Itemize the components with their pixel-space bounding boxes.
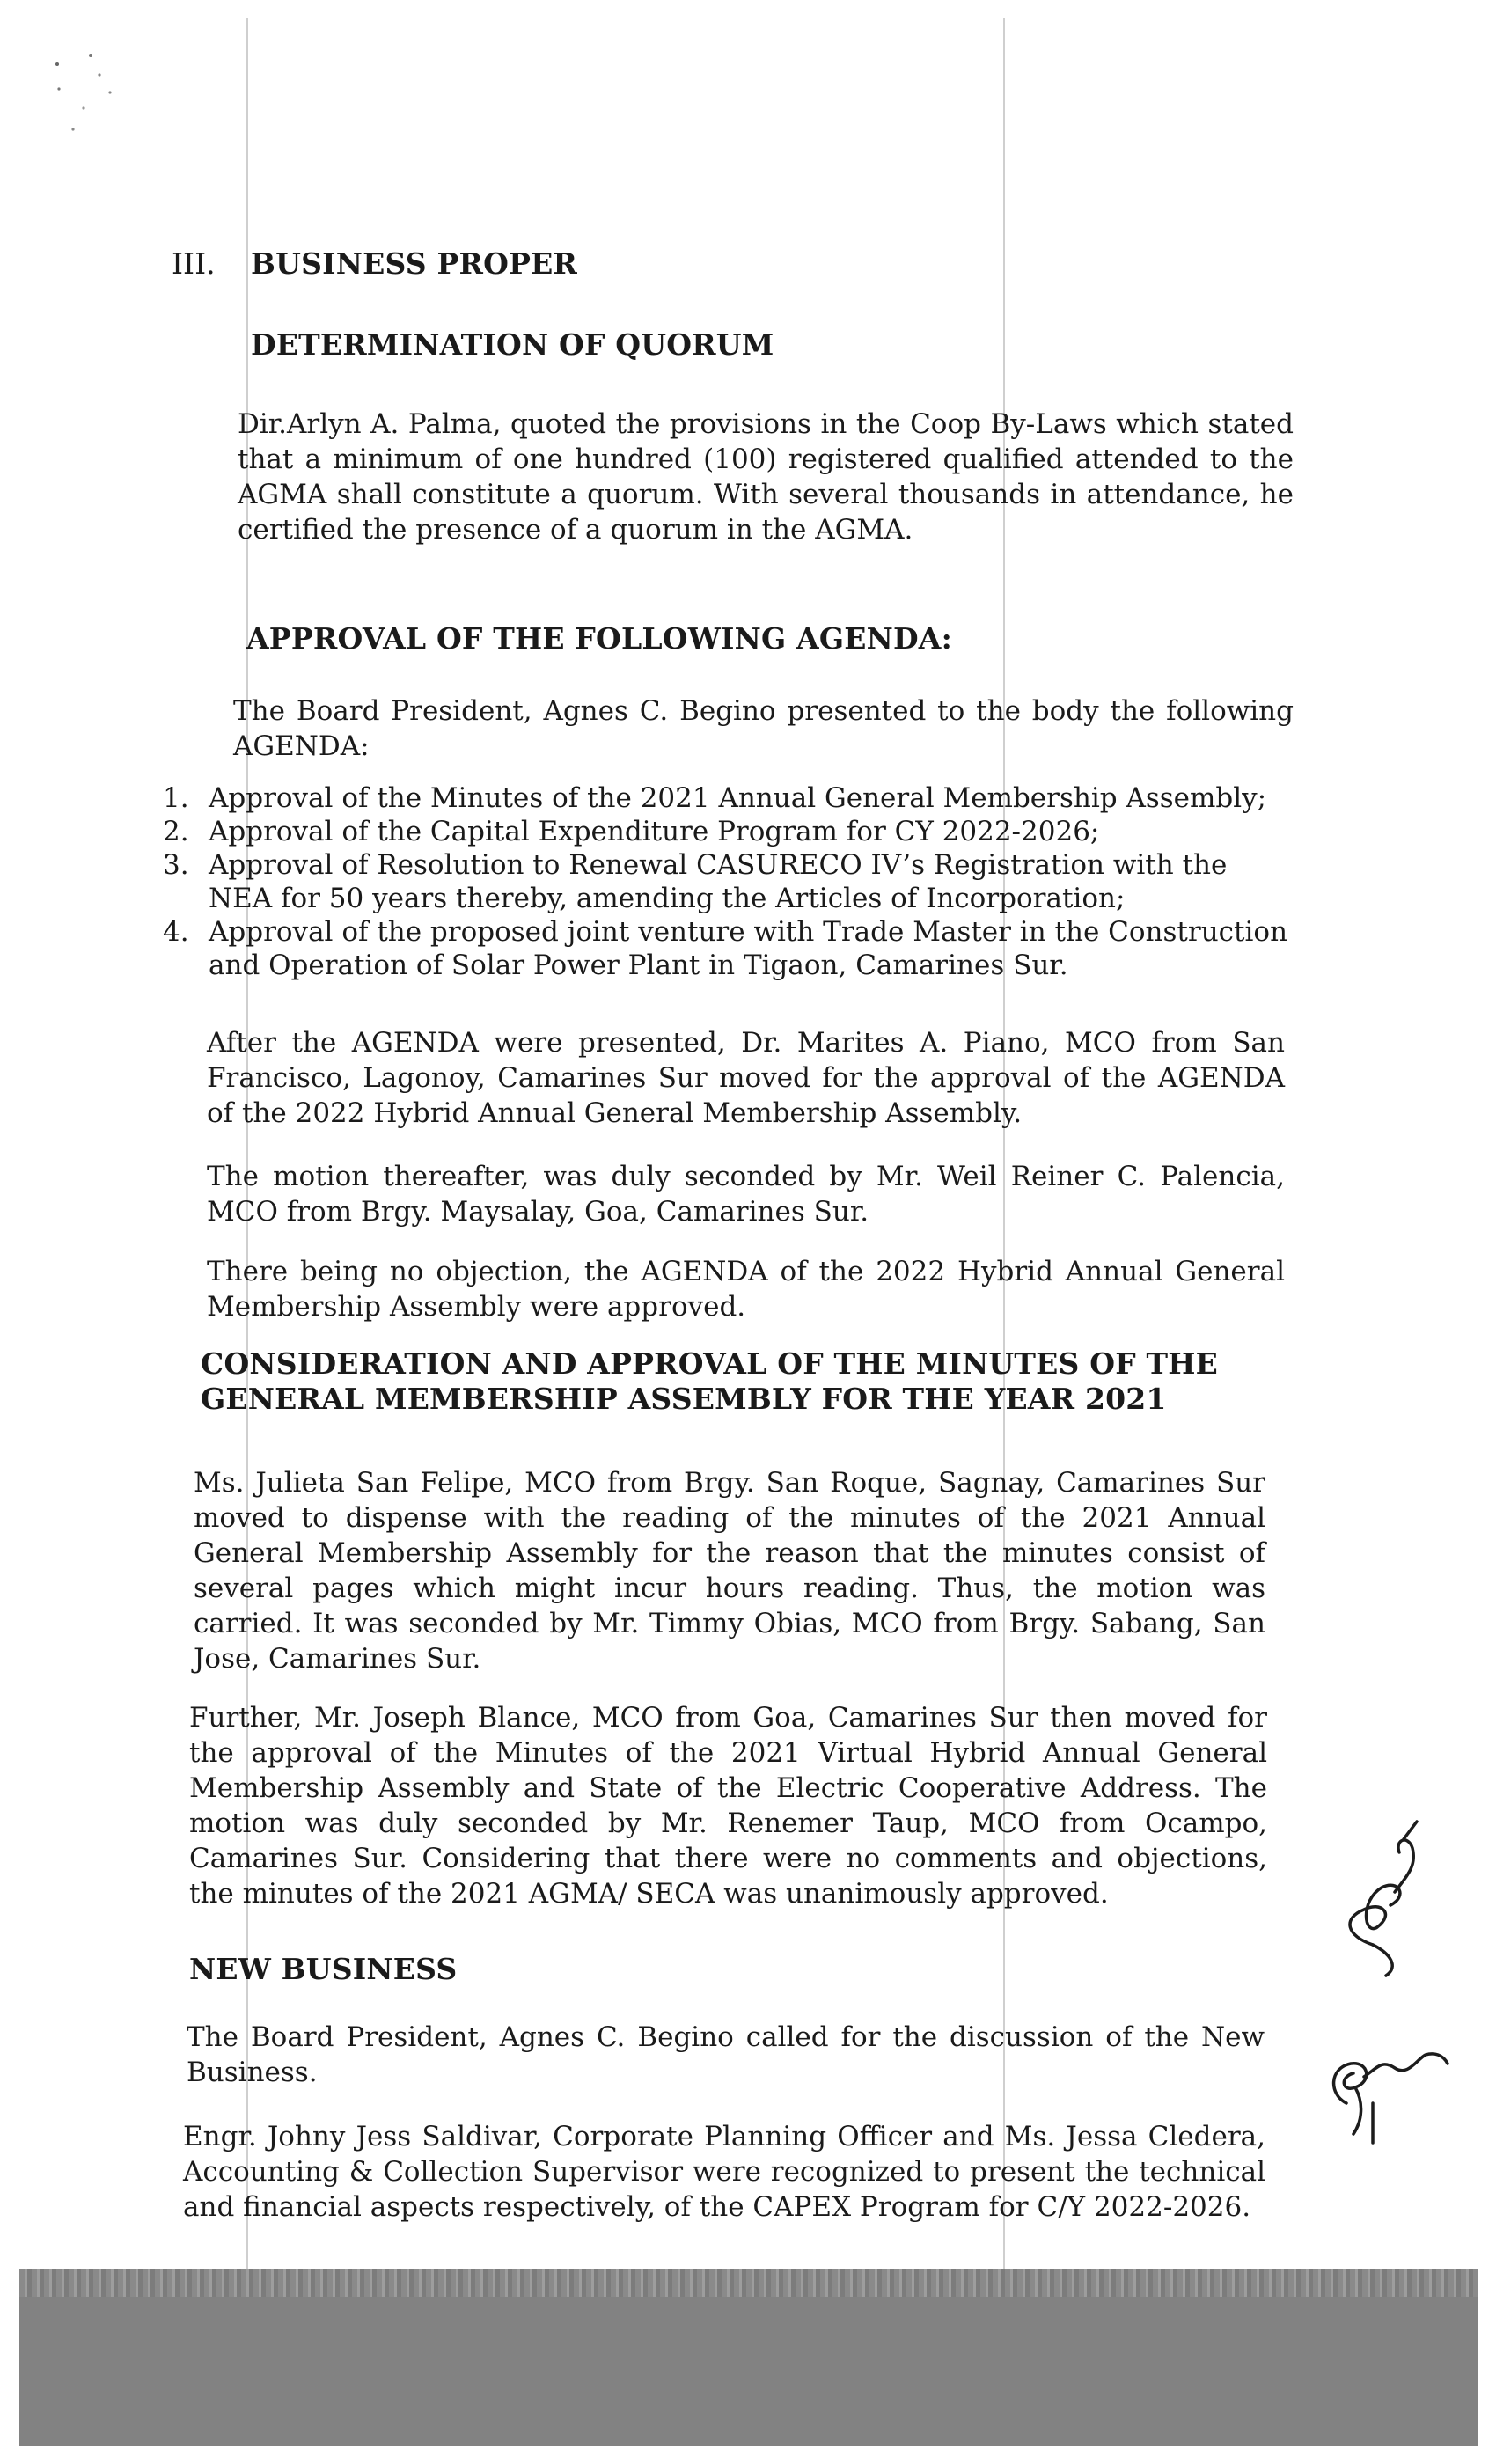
new-business-intro: The Board President, Agnes C. Begino called for the discussion of the New Business. — [187, 2021, 1265, 2088]
agenda-item-number: 1. — [163, 782, 189, 814]
agenda-heading: APPROVAL OF THE FOLLOWING AGENDA: — [246, 621, 952, 656]
agenda-item-text: Approval of the Capital Expenditure Program for CY 2022-2026; — [209, 816, 1100, 847]
scan-shadow-strip — [19, 2269, 1478, 2297]
scan-fold-line-left — [246, 18, 248, 2270]
scan-shadow-block — [19, 2297, 1478, 2446]
agenda-list — [163, 781, 1298, 982]
agenda-item-text: Approval of Resolution to Renewal CASURECO IV’s Registration with the NEA for 50 years thereby, amending the Articles of Incorporation; — [209, 849, 1228, 914]
minutes-dispense-paragraph: Ms. Julieta San Felipe, MCO from Brgy. San Roque, Sagnay, Camarines Sur moved to dispense with the reading of the minutes of the 2021 Annual General Membership Assembly for the reason that the minutes consist of several pages which might incur hours reading. Thus, the motion was carried. It was seconded by Mr. Timmy Obias, MCO from Brgy. Sabang, San Jose, Camarines Sur. — [194, 1467, 1265, 1675]
minutes-heading: CONSIDERATION AND APPROVAL OF THE MINUTES OF THE GENERAL MEMBERSHIP ASSEMBLY FOR THE YEAR 2021 — [201, 1346, 1218, 1416]
agenda-item — [163, 915, 1298, 982]
scan-fold-line-right — [1003, 18, 1005, 2270]
section-title: BUSINESS PROPER — [251, 246, 578, 281]
agenda-item — [163, 815, 1298, 848]
agenda-second-paragraph: The motion thereafter, was duly seconded by Mr. Weil Reiner C. Palencia, MCO from Brgy. Maysalay, Goa, Camarines Sur. — [207, 1161, 1285, 1228]
agenda-item — [163, 781, 1298, 815]
agenda-item-text: Approval of the Minutes of the 2021 Annual General Membership Assembly; — [209, 782, 1267, 814]
agenda-item-number: 3. — [163, 849, 189, 881]
quorum-paragraph: Dir.Arlyn A. Palma, quoted the provisions in the Coop By-Laws which stated that a minimum of one hundred (100) registered qualified attended to the AGMA shall constitute a quorum. With several thousands in attendance, he certified the presence of a quorum in the AGMA. — [238, 408, 1294, 546]
section-number: III. — [172, 246, 216, 281]
agenda-item-number: 4. — [163, 916, 189, 948]
agenda-item — [163, 848, 1298, 915]
agenda-item-number: 2. — [163, 816, 189, 847]
new-business-heading: NEW BUSINESS — [189, 1952, 458, 1986]
scan-speckles — [48, 48, 154, 145]
agenda-motion-paragraph: After the AGENDA were presented, Dr. Marites A. Piano, MCO from San Francisco, Lagonoy, Camarines Sur moved for the approval of the AGENDA of the 2022 Hybrid Annual General Membership Assembly. — [207, 1027, 1285, 1129]
handwritten-signatures — [1311, 1813, 1461, 2182]
minutes-approval-paragraph: Further, Mr. Joseph Blance, MCO from Goa, Camarines Sur then moved for the approval of the Minutes of the 2021 Virtual Hybrid Annual General Membership Assembly and State of the Electric Cooperative Address. The motion was duly seconded by Mr. Renemer Taup, MCO from Ocampo, Camarines Sur. Considering that there were no comments and objections, the minutes of the 2021 AGMA/ SECA was unanimously approved. — [189, 1702, 1267, 1910]
quorum-heading: DETERMINATION OF QUORUM — [251, 327, 774, 362]
new-business-capex-paragraph: Engr. Johny Jess Saldivar, Corporate Planning Officer and Ms. Jessa Cledera, Accounting & Collection Supervisor were recognized to present the technical and financial aspects respectively, of the CAPEX Program for C/Y 2022-2026. — [183, 2121, 1265, 2223]
agenda-approved-paragraph: There being no objection, the AGENDA of the 2022 Hybrid Annual General Membership Assembly were approved. — [207, 1256, 1285, 1323]
agenda-item-text: Approval of the proposed joint venture with Trade Master in the Construction and Operation of Solar Power Plant in Tigaon, Camarines Sur. — [209, 916, 1288, 981]
agenda-intro: The Board President, Agnes C. Begino presented to the body the following AGENDA: — [233, 695, 1294, 762]
